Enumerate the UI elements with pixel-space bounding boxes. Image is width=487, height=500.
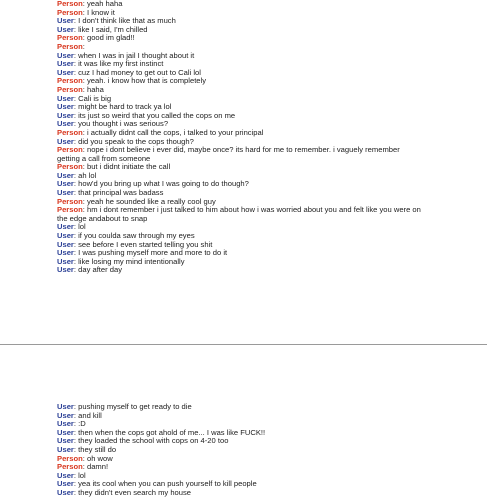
message-text: like I said, I'm chilled (78, 24, 148, 34)
speaker-label: Person (57, 84, 83, 94)
speaker-colon: : (73, 93, 79, 103)
speaker-colon: : (73, 265, 79, 275)
speaker-colon: : (73, 119, 79, 129)
speaker-colon: : (82, 162, 87, 172)
speaker-colon: : (82, 7, 87, 17)
message-text: ah lol (78, 170, 97, 180)
speaker-colon: : (82, 453, 87, 463)
chat-line (57, 86, 422, 95)
speaker-label: Person (57, 76, 83, 86)
speaker-colon: : (73, 179, 79, 189)
chat-line (57, 34, 422, 43)
message-text: like losing my mind intentionally (78, 256, 185, 266)
message-text: it was like my first instinct (78, 59, 164, 69)
speaker-label: User (57, 427, 74, 437)
message-text: and kill (78, 410, 102, 420)
speaker-colon: : (82, 0, 87, 8)
speaker-label: Person (57, 0, 83, 8)
speaker-colon: : (82, 41, 85, 51)
speaker-label: User (57, 24, 74, 34)
message-text: might be hard to track ya lol (78, 102, 172, 112)
message-text: but i didnt initiate the call (86, 162, 171, 172)
message-text: hm i dont remember i just talked to him about how i was worried about you and felt like you were on the edge andabout to snap (57, 205, 421, 223)
message-text: good im glad!! (86, 33, 135, 43)
speaker-label: Person (57, 145, 83, 155)
speaker-label: Person (57, 453, 83, 463)
speaker-label: User (57, 170, 74, 180)
chat-line (57, 455, 422, 464)
message-text: damn! (86, 462, 109, 472)
speaker-label: User (57, 188, 74, 198)
message-text: then when the cops got ahold of me... I was like FUCK!! (78, 427, 266, 437)
speaker-colon: : (82, 462, 87, 472)
speaker-label: User (57, 59, 74, 69)
speaker-label: Person (57, 7, 83, 17)
speaker-colon: : (73, 248, 79, 258)
speaker-colon: : (73, 136, 79, 146)
message-text: pushing myself to get ready to die (78, 402, 192, 411)
speaker-colon: : (73, 436, 79, 446)
speaker-colon: : (73, 222, 79, 232)
speaker-label: User (57, 248, 74, 258)
chat-lines (57, 403, 422, 498)
speaker-label: User (57, 16, 74, 26)
speaker-label: User (57, 239, 74, 249)
speaker-label: Person (57, 33, 83, 43)
chat-line (57, 146, 422, 163)
speaker-label: User (57, 487, 74, 497)
message-text: see before I even started telling you shit (78, 239, 213, 249)
message-text: its just so weird that you called the cops on me (78, 110, 236, 120)
chat-line (57, 77, 422, 86)
speaker-label: User (57, 102, 74, 112)
speaker-label: User (57, 67, 74, 77)
speaker-colon: : (73, 402, 79, 411)
speaker-label: User (57, 231, 74, 241)
speaker-colon: : (73, 188, 79, 198)
speaker-label: User (57, 444, 74, 454)
transcript-page-2 (0, 345, 487, 500)
chat-lines (57, 0, 422, 275)
speaker-label: User (57, 93, 74, 103)
message-text: when I was in jail I thought about it (78, 50, 195, 60)
speaker-colon: : (73, 256, 79, 266)
message-text: I was pushing myself more and more to do it (78, 248, 228, 258)
message-text: yeah he sounded like a really cool guy (86, 196, 216, 206)
message-text: lol (78, 470, 86, 480)
message-text: :D (78, 419, 86, 429)
message-text: day after day (78, 265, 123, 275)
chat-line (57, 266, 422, 275)
speaker-colon: : (73, 24, 79, 34)
speaker-colon: : (82, 145, 87, 155)
chat-line (57, 463, 422, 472)
message-text: did you speak to the cops though? (78, 136, 194, 146)
speaker-label: User (57, 119, 74, 129)
speaker-label: User (57, 265, 74, 275)
speaker-label: User (57, 470, 74, 480)
speaker-colon: : (73, 16, 79, 26)
chat-line (57, 489, 422, 498)
message-text: they loaded the school with cops on 4-20 too (78, 436, 229, 446)
speaker-label: User (57, 436, 74, 446)
message-text: if you coulda saw through my eyes (78, 231, 195, 241)
speaker-colon: : (73, 444, 79, 454)
message-text: yeah haha (86, 0, 123, 8)
speaker-colon: : (73, 110, 79, 120)
message-text: nope i dont believe i ever did, maybe once? its hard for me to remember. i vaguely remember getting a call from someone (57, 145, 400, 163)
speaker-label: Person (57, 127, 83, 137)
speaker-colon: : (73, 102, 79, 112)
speaker-colon: : (82, 127, 87, 137)
message-text: they didn't even search my house (78, 487, 192, 497)
speaker-label: Person (57, 205, 83, 215)
message-text: yea its cool when you can push yourself to kill people (78, 479, 257, 489)
message-text: how'd you bring up what I was going to do though? (78, 179, 249, 189)
message-text: i actually didnt call the cops, i talked to your principal (86, 127, 264, 137)
message-text: you thought i was serious? (78, 119, 169, 129)
message-text: I don't think like that as much (78, 16, 176, 26)
speaker-colon: : (82, 33, 87, 43)
speaker-label: User (57, 110, 74, 120)
message-text: haha (86, 84, 104, 94)
speaker-colon: : (82, 205, 87, 215)
chat-line (57, 163, 422, 172)
speaker-colon: : (73, 427, 79, 437)
speaker-colon: : (73, 67, 79, 77)
speaker-colon: : (73, 410, 79, 420)
speaker-label: User (57, 179, 74, 189)
speaker-label: User (57, 50, 74, 60)
message-text: cuz I had money to get out to Cali lol (78, 67, 201, 77)
speaker-colon: : (73, 231, 79, 241)
message-text: that principal was badass (78, 188, 164, 198)
speaker-label: Person (57, 462, 83, 472)
speaker-label: User (57, 136, 74, 146)
speaker-colon: : (73, 170, 79, 180)
speaker-colon: : (73, 50, 79, 60)
speaker-colon: : (73, 419, 79, 429)
speaker-colon: : (82, 84, 87, 94)
speaker-colon: : (73, 487, 79, 497)
message-text: Cali is big (78, 93, 112, 103)
chat-line (57, 206, 422, 223)
chat-line (57, 412, 422, 421)
speaker-colon: : (82, 76, 87, 86)
chat-line (57, 403, 422, 412)
message-text: oh wow (86, 453, 113, 463)
speaker-label: User (57, 410, 74, 420)
speaker-colon: : (73, 479, 79, 489)
speaker-colon: : (82, 196, 87, 206)
speaker-label: Person (57, 162, 83, 172)
speaker-label: User (57, 256, 74, 266)
speaker-label: Person (57, 41, 83, 51)
message-text: I know it (86, 7, 115, 17)
speaker-colon: : (73, 470, 79, 480)
speaker-label: User (57, 479, 74, 489)
speaker-colon: : (73, 59, 79, 69)
speaker-label: Person (57, 196, 83, 206)
speaker-label: User (57, 419, 74, 429)
message-text: yeah. i know how that is completely (86, 76, 207, 86)
speaker-colon: : (73, 239, 79, 249)
message-text: they still do (78, 444, 117, 454)
speaker-label: User (57, 222, 74, 232)
speaker-label: User (57, 402, 74, 411)
message-text: lol (78, 222, 86, 232)
